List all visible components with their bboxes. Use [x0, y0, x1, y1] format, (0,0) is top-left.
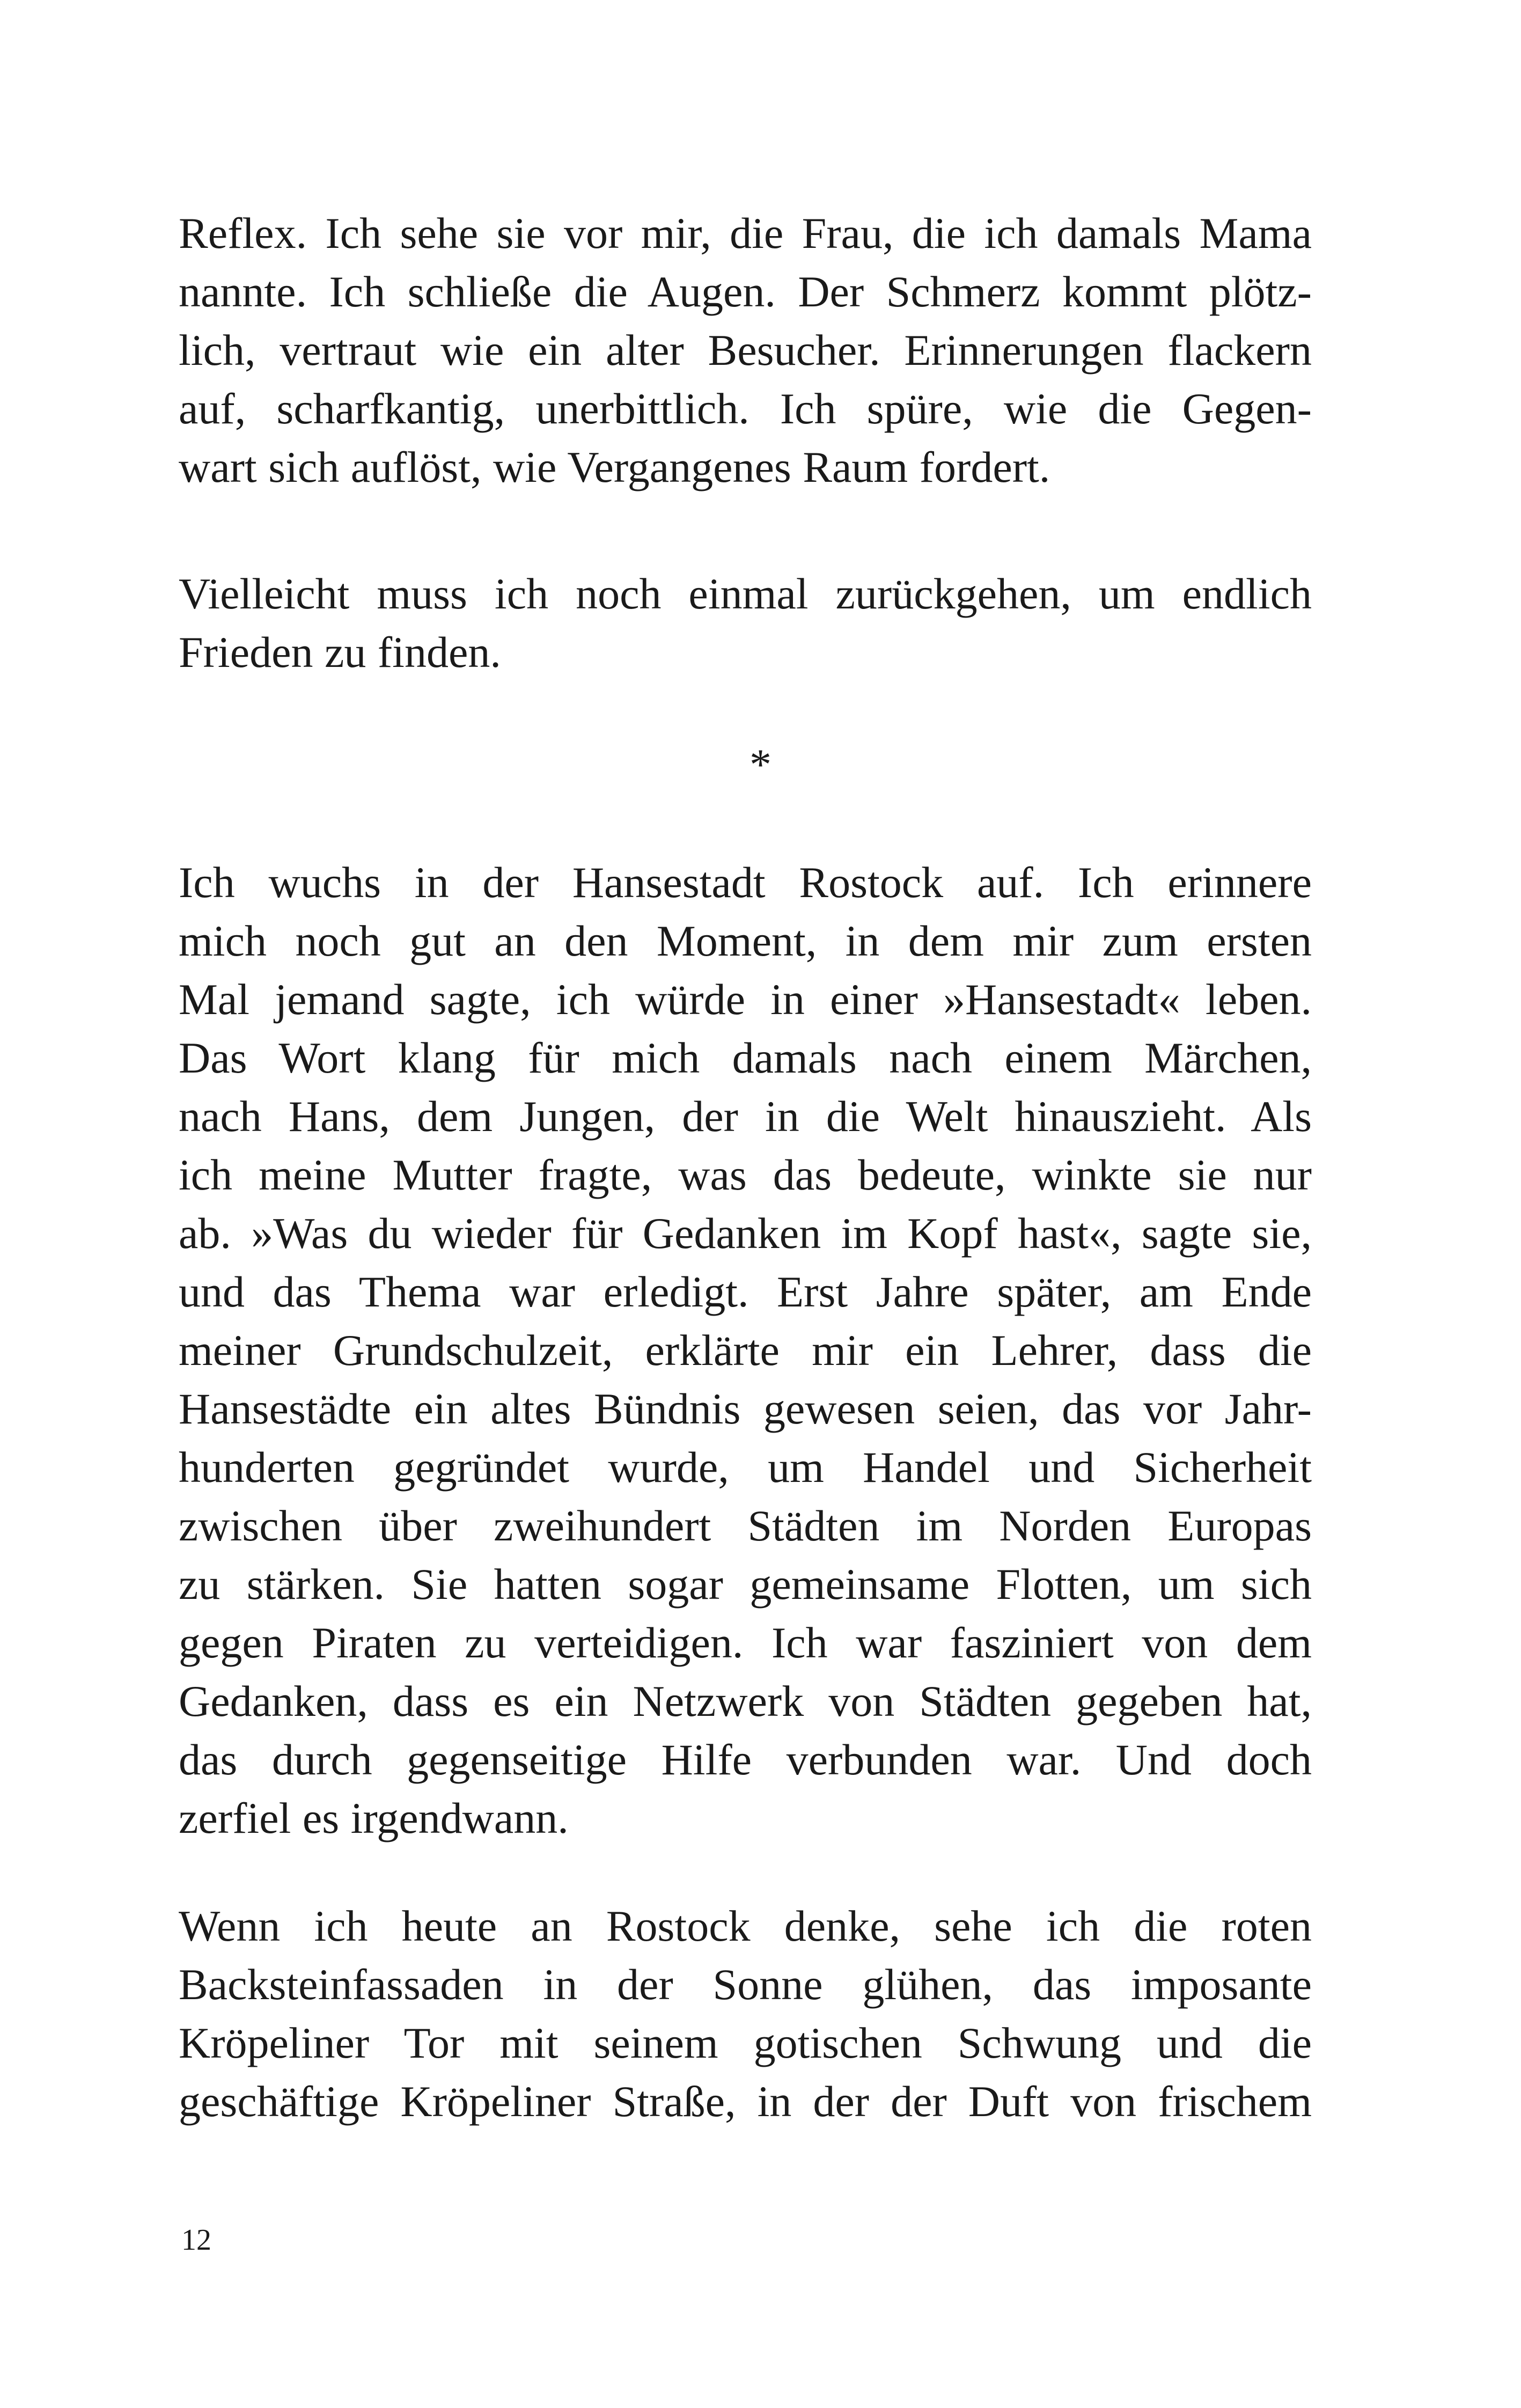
text-line: Frieden zu finden.	[179, 628, 501, 677]
text-line: Gedanken, dass es ein Netzwerk von Städten gegeben hat,	[179, 1677, 1312, 1726]
text-line: und das Thema war erledigt. Erst Jahre später, am Ende	[179, 1267, 1312, 1316]
text-line: Mal jemand sagte, ich würde in einer »Hansestadt« leben.	[179, 975, 1312, 1024]
text-line: Hansestädte ein altes Bündnis gewesen seien, das vor Jahr-	[179, 1384, 1312, 1433]
text-line: nannte. Ich schließe die Augen. Der Schmerz kommt plötz-	[179, 267, 1312, 316]
text-line: Wenn ich heute an Rostock denke, sehe ich die roten	[179, 1902, 1312, 1950]
text-line: Reflex. Ich sehe sie vor mir, die Frau, die ich damals Mama	[179, 209, 1312, 258]
text-line: Kröpeliner Tor mit seinem gotischen Schwung und die	[179, 2018, 1312, 2067]
paragraph-3	[179, 853, 1312, 1847]
text-line: Vielleicht muss ich noch einmal zurückgehen, um endlich	[179, 569, 1312, 618]
text-line: mich noch gut an den Moment, in dem mir zum ersten	[179, 916, 1312, 965]
text-line: wart sich auflöst, wie Vergangenes Raum fordert.	[179, 443, 1050, 491]
text-line: meiner Grundschulzeit, erklärte mir ein Lehrer, dass die	[179, 1326, 1312, 1375]
page-number: 12	[181, 2223, 211, 2257]
paragraph-4	[179, 1897, 1312, 2131]
text-line: Das Wort klang für mich damals nach einem Märchen,	[179, 1033, 1312, 1082]
text-line: das durch gegenseitige Hilfe verbunden war. Und doch	[179, 1735, 1312, 1784]
text-line: ab. »Was du wieder für Gedanken im Kopf hast«, sagte sie,	[179, 1209, 1312, 1258]
text-line: zerfiel es irgendwann.	[179, 1794, 569, 1842]
text-line: hunderten gegründet wurde, um Handel und Sicherheit	[179, 1443, 1312, 1492]
text-line: lich, vertraut wie ein alter Besucher. Erinnerungen flackern	[179, 326, 1312, 375]
section-separator: *	[750, 740, 771, 789]
text-line: Backsteinfassaden in der Sonne glühen, das imposante	[179, 1960, 1312, 2009]
text-line: Ich wuchs in der Hansestadt Rostock auf. Ich erinnere	[179, 858, 1312, 907]
text-line: ich meine Mutter fragte, was das bedeute, winkte sie nur	[179, 1150, 1312, 1199]
paragraph-1	[179, 204, 1312, 496]
text-line: zu stärken. Sie hatten sogar gemeinsame Flotten, um sich	[179, 1560, 1312, 1609]
text-line: gegen Piraten zu verteidigen. Ich war fasziniert von dem	[179, 1618, 1312, 1667]
text-line: zwischen über zweihundert Städten im Norden Europas	[179, 1501, 1312, 1550]
text-line: nach Hans, dem Jungen, der in die Welt hinauszieht. Als	[179, 1092, 1312, 1141]
text-line: geschäftige Kröpeliner Straße, in der der Duft von frischem	[179, 2077, 1312, 2126]
text-line: auf, scharfkantig, unerbittlich. Ich spüre, wie die Gegen-	[179, 384, 1312, 433]
paragraph-2	[179, 564, 1312, 681]
